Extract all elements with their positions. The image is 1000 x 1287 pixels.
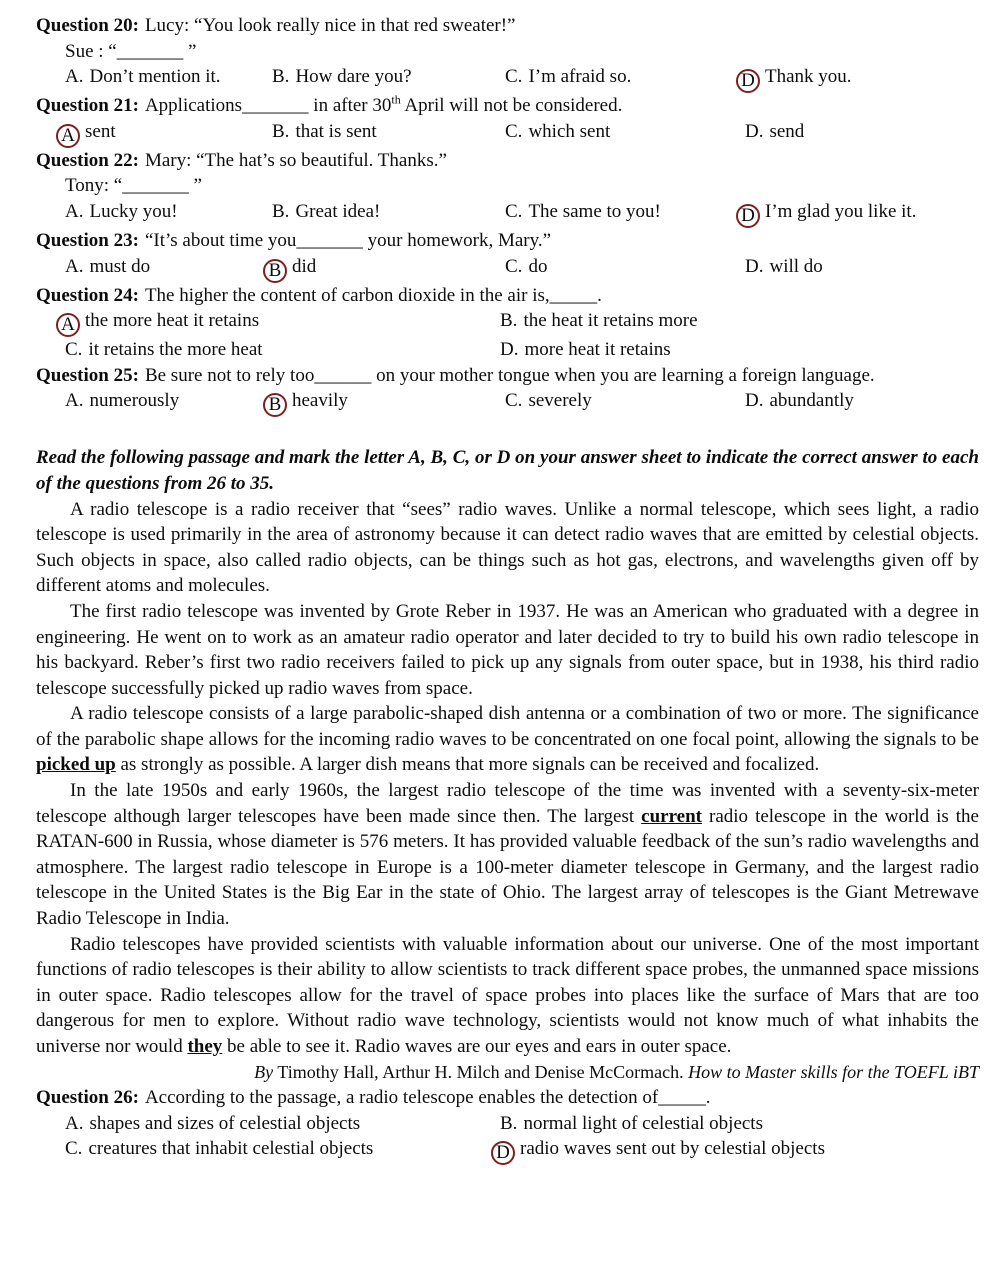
option-text: it retains the more heat <box>88 339 263 361</box>
byline-authors: Timothy Hall, Arthur H. Milch and Denise McCormach. <box>277 1061 684 1082</box>
option-text: which sent <box>528 120 611 142</box>
answer-circle: A <box>56 313 80 337</box>
q24-options-row-2 <box>36 337 979 363</box>
question-number: Question 26: <box>36 1087 139 1109</box>
option-label: A. <box>65 200 84 222</box>
option-text: creatures that inhabit celestial objects <box>88 1138 374 1160</box>
q20-prompt-line <box>36 13 979 39</box>
option-text: numerously <box>89 390 180 412</box>
q25-option-c <box>505 388 745 417</box>
option-label: B. <box>272 120 290 142</box>
q21-options-row <box>36 119 979 148</box>
q23-option-c <box>505 254 745 283</box>
option-label: B. <box>500 310 518 332</box>
question-text: Be sure not to rely too______ on your mother tongue when you are learning a foreign language. <box>144 364 875 386</box>
option-text: heavily <box>292 390 348 412</box>
option-text: I’m glad you like it. <box>765 200 917 222</box>
underlined-term-they: they <box>187 1036 223 1057</box>
q21-option-d <box>745 119 979 148</box>
option-text: that is sent <box>295 120 377 142</box>
paragraph-text: be able to see it. Radio waves are our eyes and ears in outer space. <box>222 1036 732 1057</box>
paragraph-text: A radio telescope consists of a large parabolic-shaped dish antenna or a combination of two or more. The significance of the parabolic shape allows for the incoming radio waves to be concentrated on one focal point, allowing the signals to be <box>36 703 979 750</box>
paragraph-text: In the late 1950s and early 1960s, the largest radio telescope of the time was invented with a seventy-six-meter telescope although larger telescopes have been made since then. The largest <box>36 780 979 827</box>
q23-prompt-line <box>36 228 979 254</box>
byline-book-title: How to Master skills for the TOEFL iBT <box>688 1061 979 1082</box>
reading-passage <box>36 497 979 1060</box>
question-number: Question 24: <box>36 284 139 306</box>
q20-sub-line: Sue : “_______ ” <box>65 40 197 62</box>
passage-paragraph-1: A radio telescope is a radio receiver that “sees” radio waves. Unlike a normal telescope, which sees light, a radio telescope is used primarily in the area of astronomy because it can detect radio waves that are emitted by celestial objects. Such objects in space, also called radio objects, can be things such as hot gas, electrons, and wavelengths given off by different atoms and molecules. <box>36 498 979 597</box>
passage-paragraph-3 <box>36 701 979 778</box>
q22-sub-line: Tony: “_______ ” <box>65 175 202 197</box>
superscript-th: th <box>391 92 401 107</box>
answer-circle: B <box>263 259 287 283</box>
option-text: I’m afraid so. <box>528 66 632 88</box>
option-text: send <box>769 120 805 142</box>
paragraph-text: Radio telescopes have provided scientists with valuable information about our universe. One of the most important functions of radio telescopes is their ability to allow scientists to track different space probes, the unmanned space missions in outer space. Radio telescopes allow for the travel of space probes into places like the surface of Mars that are too dangerous for men to explore. Without radio wave technology, scientists would not know much of what inhabits the universe nor would <box>36 933 979 1057</box>
q21-option-c <box>505 119 745 148</box>
question-number: Question 23: <box>36 229 139 251</box>
underlined-term-picked-up: picked up <box>36 754 116 776</box>
option-text: did <box>292 255 317 277</box>
q25-option-d <box>745 388 979 417</box>
option-text: radio waves sent out by celestial objects <box>520 1138 825 1160</box>
passage-paragraph-2: The first radio telescope was invented by Grote Reber in 1937. He was an American who graduated with a degree in engineering. He went on to work as an amateur radio operator and later decided to try to build his own radio telescope in his backyard. Reber’s first two radio receivers failed to pick up any signals from outer space, but in 1938, his third radio telescope successfully picked up radio waves from space. <box>36 600 979 699</box>
option-label: A. <box>65 390 84 412</box>
q23-option-a <box>65 254 272 283</box>
q23-option-b <box>268 254 505 283</box>
question-text: The higher the content of carbon dioxide in the air is,_____. <box>144 284 602 306</box>
q24-option-b <box>500 308 979 337</box>
question-number: Question 20: <box>36 15 139 36</box>
option-text: must do <box>89 255 151 277</box>
option-label: C. <box>505 66 523 88</box>
answer-circle: D <box>736 69 760 93</box>
q20-option-a <box>65 64 272 93</box>
option-text: do <box>528 255 548 277</box>
option-label: A. <box>65 66 84 88</box>
q22-option-a <box>65 199 272 228</box>
option-text: The same to you! <box>528 200 661 222</box>
q22-option-b <box>272 199 505 228</box>
option-label: B. <box>500 1112 518 1134</box>
option-label: C. <box>505 120 523 142</box>
q21-option-a <box>61 119 272 148</box>
q20-options-row <box>36 64 979 93</box>
paragraph-text: radio telescope in the world is the RATAN-600 in Russia, whose diameter is 576 meters. It has provided valuable feedback of the sun’s radio wavelengths and atmosphere. The largest radio telescope in Europe is a 100-meter diameter telescope in Germany, and the largest radio telescope in the United States is the Big Ear in the state of Ohio. The largest array of telescopes is the Giant Metrewave Radio Telescope in India. <box>36 805 979 930</box>
q26-option-c <box>65 1136 500 1165</box>
option-label: C. <box>65 339 83 361</box>
q26-options-row-2 <box>36 1136 979 1165</box>
q25-option-b <box>268 388 505 417</box>
question-text: “It’s about time you_______ your homework, Mary.” <box>144 229 552 251</box>
q21-prompt-line <box>36 93 979 119</box>
underlined-term-current: current <box>641 805 703 827</box>
q22-prompt-line <box>36 148 979 174</box>
paragraph-text: as strongly as possible. A larger dish means that more signals can be received and focalized. <box>115 754 820 776</box>
passage-paragraph-4 <box>36 778 979 932</box>
question-number: Question 21: <box>36 95 139 117</box>
option-text: How dare you? <box>295 66 412 88</box>
q20-option-d <box>741 64 979 93</box>
section-instructions: Read the following passage and mark the letter A, B, C, or D on your answer sheet to indicate the correct answer to each of the questions from 26 to 35. <box>36 447 979 494</box>
option-text: the heat it retains more <box>523 310 698 332</box>
q23-option-d <box>745 254 979 283</box>
question-text: According to the passage, a radio telescope enables the detection of_____. <box>144 1087 711 1109</box>
option-label: C. <box>65 1138 83 1160</box>
question-text: Lucy: “You look really nice in that red sweater!” <box>144 15 516 36</box>
option-text: the more heat it retains <box>85 310 260 332</box>
answer-circle: D <box>736 204 760 228</box>
answer-circle: D <box>491 1141 515 1165</box>
q26-prompt-line <box>36 1085 979 1111</box>
option-label: B. <box>272 66 290 88</box>
option-text: Thank you. <box>765 66 852 88</box>
option-label: A. <box>65 1112 84 1134</box>
q25-prompt-line <box>36 363 979 389</box>
option-text: shapes and sizes of celestial objects <box>89 1112 361 1134</box>
q22-options-row <box>36 199 979 228</box>
answer-circle: A <box>56 124 80 148</box>
option-label: D. <box>500 339 519 361</box>
option-label: C. <box>505 390 523 412</box>
q20-option-c <box>505 64 745 93</box>
option-text: normal light of celestial objects <box>523 1112 763 1134</box>
question-number: Question 22: <box>36 149 139 171</box>
option-label: A. <box>65 255 84 277</box>
option-text: more heat it retains <box>524 339 671 361</box>
option-label: D. <box>745 120 764 142</box>
q24-prompt-line <box>36 283 979 309</box>
option-text: severely <box>528 390 592 412</box>
q24-option-a <box>61 308 500 337</box>
option-text: abundantly <box>769 390 854 412</box>
q22-option-c <box>505 199 745 228</box>
option-label: D. <box>745 255 764 277</box>
option-text: Don’t mention it. <box>89 66 221 88</box>
option-label: B. <box>272 200 290 222</box>
q24-option-d <box>500 337 979 363</box>
q24-options-row-1 <box>36 308 979 337</box>
option-text: sent <box>85 120 116 142</box>
q20-option-b <box>272 64 505 93</box>
q26-option-b <box>500 1111 979 1137</box>
q25-option-a <box>65 388 272 417</box>
question-number: Question 25: <box>36 364 139 386</box>
option-text: Lucky you! <box>89 200 178 222</box>
option-label: C. <box>505 200 523 222</box>
question-text: Applications_______ in after 30 <box>144 95 392 117</box>
q21-option-b <box>272 119 505 148</box>
question-text: April will not be considered. <box>400 95 623 117</box>
byline-by: By <box>254 1061 274 1082</box>
option-label: C. <box>505 255 523 277</box>
answer-circle: B <box>263 393 287 417</box>
passage-paragraph-5 <box>36 932 979 1060</box>
q26-option-d <box>496 1136 979 1165</box>
question-text: Mary: “The hat’s so beautiful. Thanks.” <box>144 149 447 171</box>
option-text: will do <box>769 255 823 277</box>
q22-option-d <box>741 199 979 228</box>
q24-option-c <box>65 337 500 363</box>
option-text: Great idea! <box>295 200 381 222</box>
q26-options-row-1 <box>36 1111 979 1137</box>
q25-options-row <box>36 388 979 417</box>
passage-byline <box>36 1060 979 1086</box>
q26-option-a <box>65 1111 500 1137</box>
q23-options-row <box>36 254 979 283</box>
option-label: D. <box>745 390 764 412</box>
